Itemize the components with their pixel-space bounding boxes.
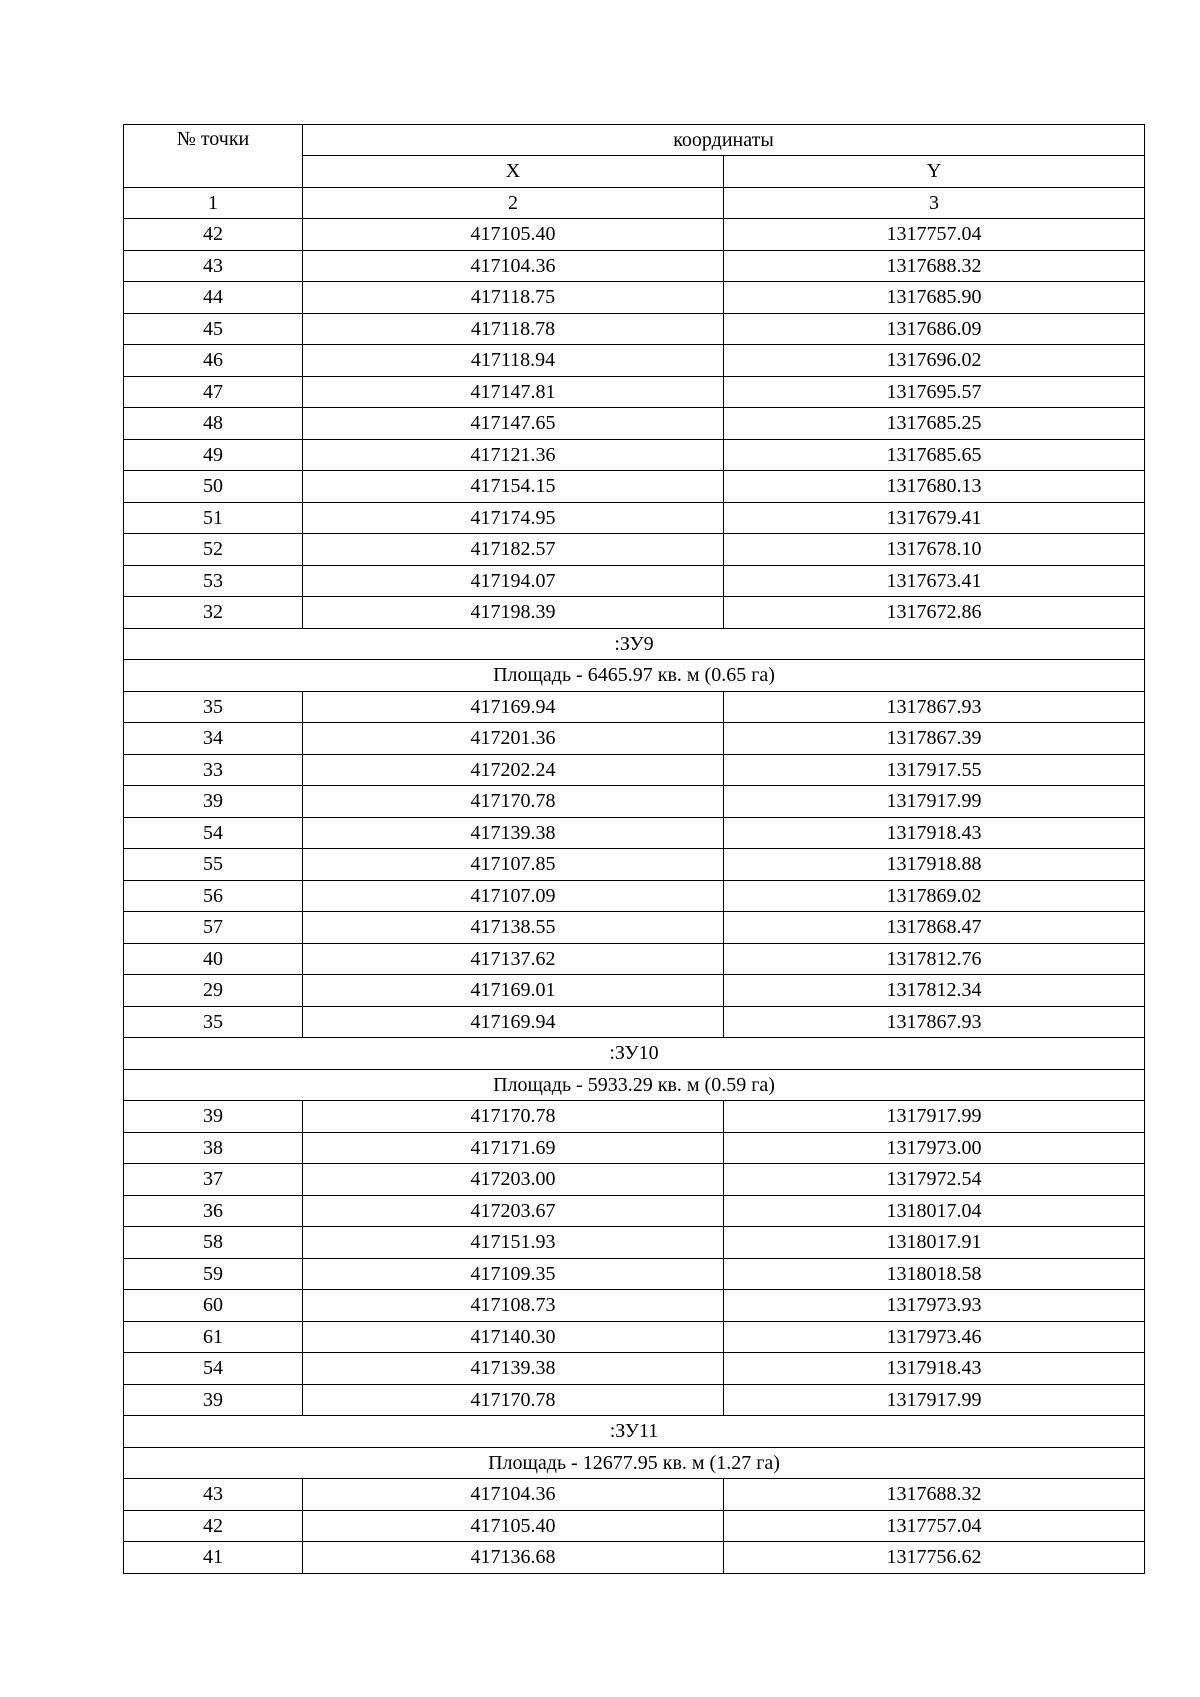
- point-number-cell: 37: [124, 1164, 303, 1196]
- x-coordinate-cell: 417203.67: [303, 1195, 724, 1227]
- x-coordinate-cell: 417104.36: [303, 250, 724, 282]
- table-row: [124, 849, 1145, 881]
- table-row: [124, 502, 1145, 534]
- y-coordinate-cell: 1317756.62: [724, 1542, 1145, 1574]
- x-coordinate-cell: 417169.94: [303, 691, 724, 723]
- header-row-numbers: [124, 187, 1145, 219]
- table-row: [124, 439, 1145, 471]
- header-col-3: 3: [724, 187, 1145, 219]
- x-coordinate-cell: 417147.81: [303, 376, 724, 408]
- table-row: [124, 1510, 1145, 1542]
- x-coordinate-cell: 417151.93: [303, 1227, 724, 1259]
- y-coordinate-cell: 1317685.65: [724, 439, 1145, 471]
- section-row: [124, 1447, 1145, 1479]
- table-row: [124, 345, 1145, 377]
- table-row: [124, 1132, 1145, 1164]
- y-coordinate-cell: 1317917.99: [724, 1384, 1145, 1416]
- x-coordinate-cell: 417198.39: [303, 597, 724, 629]
- table-row: [124, 723, 1145, 755]
- coordinates-table: [123, 124, 1145, 1574]
- point-number-cell: 40: [124, 943, 303, 975]
- section-row: [124, 628, 1145, 660]
- x-coordinate-cell: 417109.35: [303, 1258, 724, 1290]
- y-coordinate-cell: 1317688.32: [724, 250, 1145, 282]
- x-coordinate-cell: 417136.68: [303, 1542, 724, 1574]
- header-point-no: № точки: [124, 125, 303, 188]
- point-number-cell: 60: [124, 1290, 303, 1322]
- y-coordinate-cell: 1317672.86: [724, 597, 1145, 629]
- y-coordinate-cell: 1317757.04: [724, 219, 1145, 251]
- x-coordinate-cell: 417201.36: [303, 723, 724, 755]
- point-number-cell: 42: [124, 1510, 303, 1542]
- table-row: [124, 408, 1145, 440]
- table-row: [124, 1321, 1145, 1353]
- y-coordinate-cell: 1317917.99: [724, 1101, 1145, 1133]
- table-row: [124, 1164, 1145, 1196]
- point-number-cell: 59: [124, 1258, 303, 1290]
- x-coordinate-cell: 417170.78: [303, 1384, 724, 1416]
- x-coordinate-cell: 417194.07: [303, 565, 724, 597]
- point-number-cell: 34: [124, 723, 303, 755]
- section-row: [124, 660, 1145, 692]
- y-coordinate-cell: 1317917.99: [724, 786, 1145, 818]
- x-coordinate-cell: 417139.38: [303, 1353, 724, 1385]
- x-coordinate-cell: 417140.30: [303, 1321, 724, 1353]
- y-coordinate-cell: 1317972.54: [724, 1164, 1145, 1196]
- table-row: [124, 1290, 1145, 1322]
- table-row: [124, 1227, 1145, 1259]
- coordinates-table-body: [124, 125, 1145, 1574]
- x-coordinate-cell: 417139.38: [303, 817, 724, 849]
- y-coordinate-cell: 1317757.04: [724, 1510, 1145, 1542]
- point-number-cell: 51: [124, 502, 303, 534]
- y-coordinate-cell: 1317695.57: [724, 376, 1145, 408]
- point-number-cell: 48: [124, 408, 303, 440]
- point-number-cell: 52: [124, 534, 303, 566]
- x-coordinate-cell: 417105.40: [303, 1510, 724, 1542]
- section-label: :ЗУ9: [124, 628, 1145, 660]
- table-row: [124, 1542, 1145, 1574]
- section-label: Площадь - 12677.95 кв. м (1.27 га): [124, 1447, 1145, 1479]
- point-number-cell: 53: [124, 565, 303, 597]
- x-coordinate-cell: 417170.78: [303, 786, 724, 818]
- x-coordinate-cell: 417105.40: [303, 219, 724, 251]
- point-number-cell: 57: [124, 912, 303, 944]
- x-coordinate-cell: 417118.78: [303, 313, 724, 345]
- header-y: Y: [724, 156, 1145, 188]
- x-coordinate-cell: 417182.57: [303, 534, 724, 566]
- y-coordinate-cell: 1317696.02: [724, 345, 1145, 377]
- y-coordinate-cell: 1317812.76: [724, 943, 1145, 975]
- y-coordinate-cell: 1317868.47: [724, 912, 1145, 944]
- point-number-cell: 44: [124, 282, 303, 314]
- table-row: [124, 1479, 1145, 1511]
- point-number-cell: 29: [124, 975, 303, 1007]
- table-row: [124, 786, 1145, 818]
- x-coordinate-cell: 417107.09: [303, 880, 724, 912]
- point-number-cell: 58: [124, 1227, 303, 1259]
- table-row: [124, 471, 1145, 503]
- y-coordinate-cell: 1317685.25: [724, 408, 1145, 440]
- y-coordinate-cell: 1317688.32: [724, 1479, 1145, 1511]
- section-label: Площадь - 5933.29 кв. м (0.59 га): [124, 1069, 1145, 1101]
- table-row: [124, 534, 1145, 566]
- point-number-cell: 42: [124, 219, 303, 251]
- table-row: [124, 597, 1145, 629]
- section-row: [124, 1069, 1145, 1101]
- y-coordinate-cell: 1317918.43: [724, 817, 1145, 849]
- x-coordinate-cell: 417121.36: [303, 439, 724, 471]
- y-coordinate-cell: 1317686.09: [724, 313, 1145, 345]
- x-coordinate-cell: 417154.15: [303, 471, 724, 503]
- point-number-cell: 47: [124, 376, 303, 408]
- point-number-cell: 55: [124, 849, 303, 881]
- point-number-cell: 39: [124, 1384, 303, 1416]
- y-coordinate-cell: 1318017.04: [724, 1195, 1145, 1227]
- point-number-cell: 54: [124, 1353, 303, 1385]
- table-row: [124, 754, 1145, 786]
- section-row: [124, 1416, 1145, 1448]
- y-coordinate-cell: 1317679.41: [724, 502, 1145, 534]
- table-row: [124, 565, 1145, 597]
- table-row: [124, 376, 1145, 408]
- y-coordinate-cell: 1317918.88: [724, 849, 1145, 881]
- x-coordinate-cell: 417118.75: [303, 282, 724, 314]
- table-row: [124, 1353, 1145, 1385]
- y-coordinate-cell: 1317917.55: [724, 754, 1145, 786]
- table-row: [124, 912, 1145, 944]
- y-coordinate-cell: 1317812.34: [724, 975, 1145, 1007]
- point-number-cell: 39: [124, 1101, 303, 1133]
- y-coordinate-cell: 1317973.00: [724, 1132, 1145, 1164]
- table-row: [124, 975, 1145, 1007]
- y-coordinate-cell: 1317867.39: [724, 723, 1145, 755]
- table-row: [124, 1384, 1145, 1416]
- point-number-cell: 39: [124, 786, 303, 818]
- point-number-cell: 45: [124, 313, 303, 345]
- x-coordinate-cell: 417107.85: [303, 849, 724, 881]
- section-label: :ЗУ11: [124, 1416, 1145, 1448]
- section-label: :ЗУ10: [124, 1038, 1145, 1070]
- point-number-cell: 33: [124, 754, 303, 786]
- table-row: [124, 1006, 1145, 1038]
- x-coordinate-cell: 417203.00: [303, 1164, 724, 1196]
- x-coordinate-cell: 417137.62: [303, 943, 724, 975]
- header-coordinates: координаты: [303, 125, 1145, 156]
- x-coordinate-cell: 417147.65: [303, 408, 724, 440]
- table-row: [124, 880, 1145, 912]
- x-coordinate-cell: 417174.95: [303, 502, 724, 534]
- x-coordinate-cell: 417202.24: [303, 754, 724, 786]
- y-coordinate-cell: 1318017.91: [724, 1227, 1145, 1259]
- point-number-cell: 56: [124, 880, 303, 912]
- x-coordinate-cell: 417108.73: [303, 1290, 724, 1322]
- point-number-cell: 32: [124, 597, 303, 629]
- y-coordinate-cell: 1317973.93: [724, 1290, 1145, 1322]
- table-row: [124, 282, 1145, 314]
- x-coordinate-cell: 417138.55: [303, 912, 724, 944]
- x-coordinate-cell: 417169.94: [303, 1006, 724, 1038]
- table-row: [124, 1101, 1145, 1133]
- point-number-cell: 36: [124, 1195, 303, 1227]
- point-number-cell: 46: [124, 345, 303, 377]
- y-coordinate-cell: 1317918.43: [724, 1353, 1145, 1385]
- x-coordinate-cell: 417169.01: [303, 975, 724, 1007]
- y-coordinate-cell: 1317680.13: [724, 471, 1145, 503]
- x-coordinate-cell: 417170.78: [303, 1101, 724, 1133]
- header-row-1: [124, 125, 1145, 156]
- section-label: Площадь - 6465.97 кв. м (0.65 га): [124, 660, 1145, 692]
- x-coordinate-cell: 417104.36: [303, 1479, 724, 1511]
- y-coordinate-cell: 1317685.90: [724, 282, 1145, 314]
- table-row: [124, 1258, 1145, 1290]
- table-row: [124, 219, 1145, 251]
- point-number-cell: 41: [124, 1542, 303, 1574]
- point-number-cell: 61: [124, 1321, 303, 1353]
- point-number-cell: 43: [124, 1479, 303, 1511]
- table-row: [124, 250, 1145, 282]
- table-row: [124, 943, 1145, 975]
- y-coordinate-cell: 1318018.58: [724, 1258, 1145, 1290]
- point-number-cell: 54: [124, 817, 303, 849]
- point-number-cell: 35: [124, 691, 303, 723]
- table-row: [124, 817, 1145, 849]
- point-number-cell: 35: [124, 1006, 303, 1038]
- y-coordinate-cell: 1317867.93: [724, 1006, 1145, 1038]
- table-row: [124, 1195, 1145, 1227]
- point-number-cell: 49: [124, 439, 303, 471]
- x-coordinate-cell: 417171.69: [303, 1132, 724, 1164]
- header-x: X: [303, 156, 724, 188]
- point-number-cell: 50: [124, 471, 303, 503]
- y-coordinate-cell: 1317678.10: [724, 534, 1145, 566]
- point-number-cell: 38: [124, 1132, 303, 1164]
- y-coordinate-cell: 1317867.93: [724, 691, 1145, 723]
- y-coordinate-cell: 1317973.46: [724, 1321, 1145, 1353]
- header-col-2: 2: [303, 187, 724, 219]
- y-coordinate-cell: 1317869.02: [724, 880, 1145, 912]
- point-number-cell: 43: [124, 250, 303, 282]
- header-col-1: 1: [124, 187, 303, 219]
- table-row: [124, 691, 1145, 723]
- table-row: [124, 313, 1145, 345]
- y-coordinate-cell: 1317673.41: [724, 565, 1145, 597]
- x-coordinate-cell: 417118.94: [303, 345, 724, 377]
- section-row: [124, 1038, 1145, 1070]
